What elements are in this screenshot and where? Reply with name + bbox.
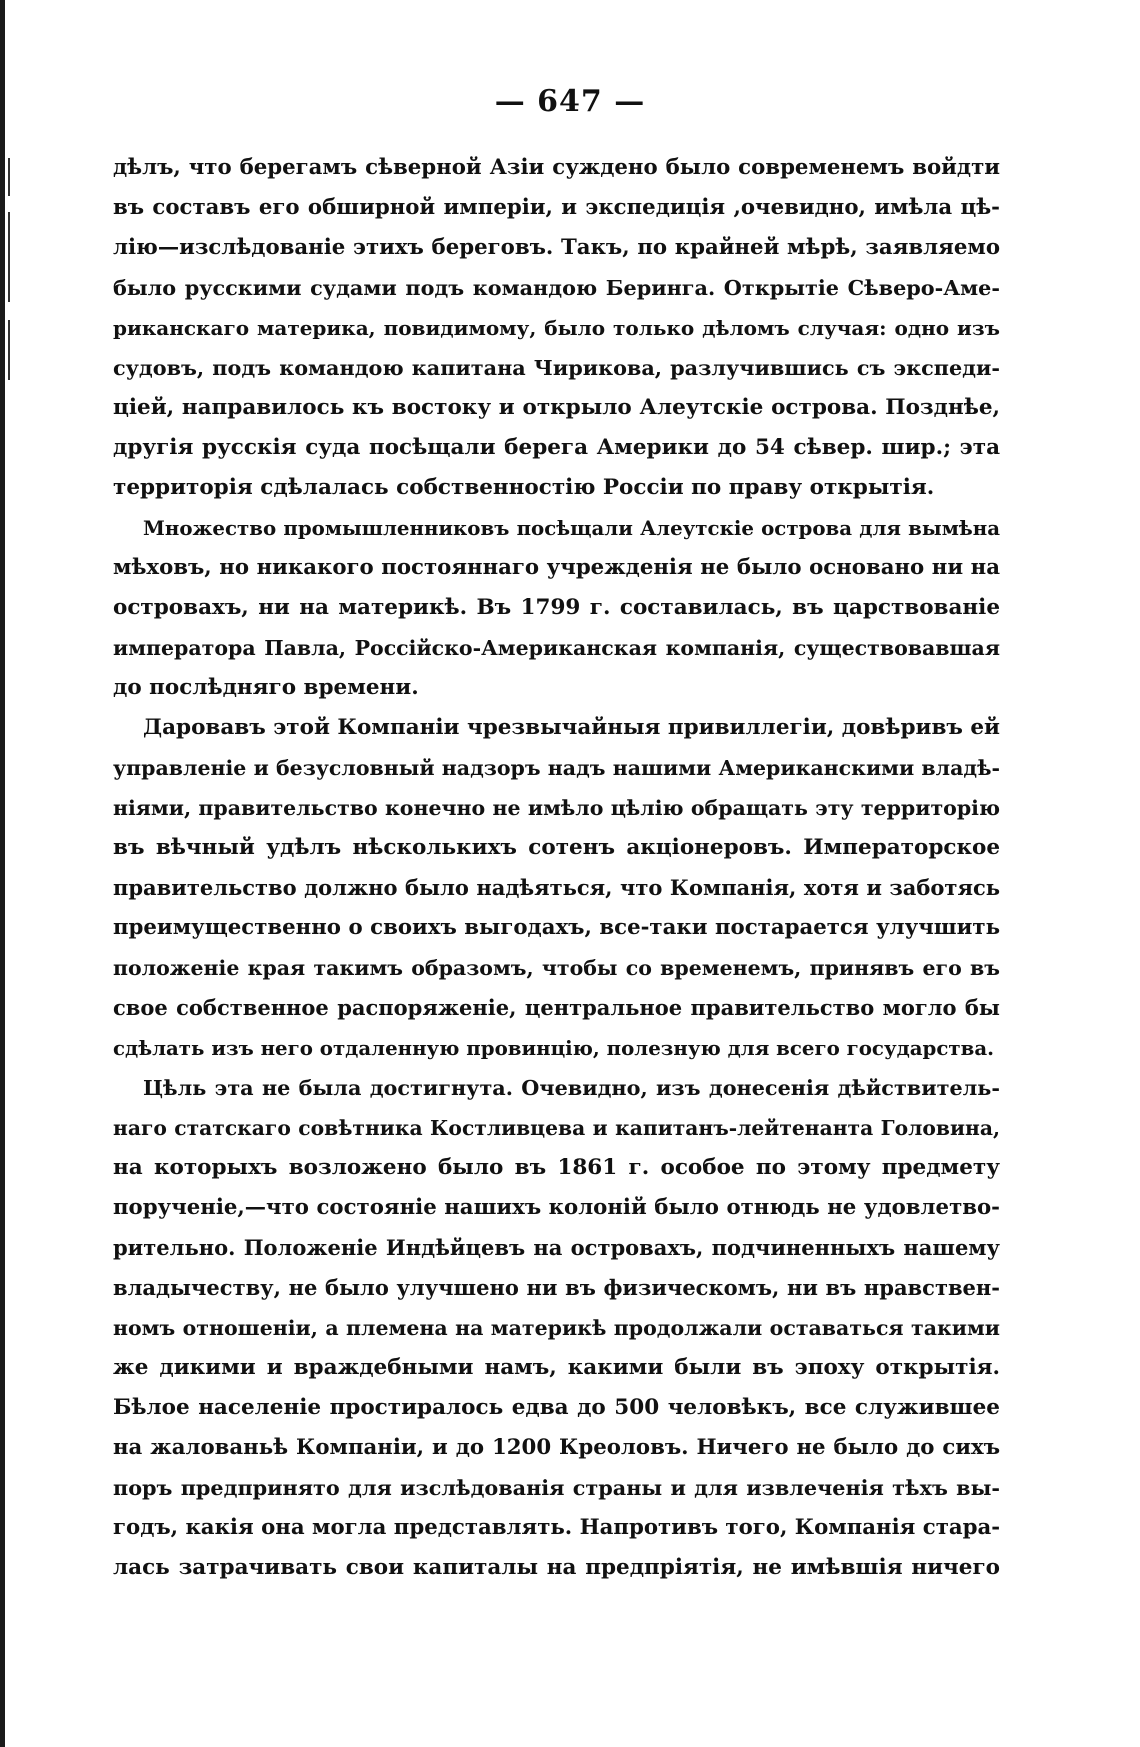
text-line: Цѣль эта не была достигнута. Очевидно, изъ донесенія дѣйствитель- [143, 1076, 1000, 1100]
text-line: въ составъ его обширной имперіи, и экспедиція ,очевидно, имѣла цѣ- [113, 195, 1000, 220]
text-line: положеніе края такимъ образомъ, чтобы со временемъ, принявъ его въ [113, 956, 1000, 980]
text-line: Бѣлое населеніе простиралось едва до 500 человѣкъ, все служившее [113, 1395, 1000, 1420]
text-line: до послѣдняго времени. [113, 675, 419, 700]
text-line: преимущественно о своихъ выгодахъ, все-таки постарается улучшить [113, 915, 1000, 940]
text-line: номъ отношеніи, а племена на материкѣ продолжали оставаться такими [113, 1316, 1000, 1340]
text-line: островахъ, ни на материкѣ. Въ 1799 г. составилась, въ царствованіе [113, 595, 1000, 620]
body-text [113, 148, 1000, 1588]
text-line: императора Павла, Россійско-Американская компанія, существовавшая [113, 636, 1000, 660]
paragraph [113, 508, 1000, 708]
text-line: въ вѣчный удѣлъ нѣсколькихъ сотенъ акціонеровъ. Императорское [113, 835, 1000, 860]
text-line: ніями, правительство конечно не имѣло цѣлію обращать эту территорію [113, 796, 1000, 820]
text-line: же дикими и враждебными намъ, какими были въ эпоху открытія. [113, 1355, 1000, 1380]
scan-left-edge [0, 0, 5, 1747]
text-line: территорія сдѣлалась собственностію Россіи по праву открытія. [113, 475, 935, 500]
paragraph [113, 708, 1000, 1068]
text-line: порученіе,—что состояніе нашихъ колоній было отнюдь не удовлетво- [113, 1195, 1000, 1220]
text-line: годъ, какія она могла представлять. Напротивъ того, Компанія стара- [113, 1515, 1000, 1540]
text-line: наго статскаго совѣтника Костливцева и капитанъ-лейтенанта Головина, [113, 1116, 1000, 1140]
text-line: риканскаго материка, повидимому, было только дѣломъ случая: одно изъ [113, 316, 1000, 340]
text-line: управленіе и безусловный надзоръ надъ нашими Американскими владѣ- [113, 756, 1000, 780]
text-line: на которыхъ возложено было въ 1861 г. особое по этому предмету [113, 1155, 1000, 1180]
page-number: — 647 — [494, 84, 646, 119]
text-line: правительство должно было надѣяться, что Компанія, хотя и заботясь [113, 875, 1000, 900]
paragraph [113, 1068, 1000, 1588]
text-line: мѣховъ, но никакого постояннаго учрежденія не было основано ни на [113, 555, 1000, 580]
text-line: ціей, направилось къ востоку и открыло Алеутскіе острова. Позднѣе, [113, 395, 1000, 420]
text-line: другія русскія суда посѣщали берега Америки до 54 сѣвер. шир.; эта [113, 435, 1000, 460]
text-line: было русскими судами подъ командою Беринга. Открытіе Сѣверо-Аме- [113, 276, 1000, 300]
text-line: лась затрачивать свои капиталы на предпріятія, не имѣвшія ничего [113, 1555, 1000, 1580]
text-line: поръ предпринято для изслѣдованія страны и для извлеченія тѣхъ вы- [113, 1476, 1000, 1500]
text-line: владычеству, не было улучшено ни въ физическомъ, ни въ нравствен- [113, 1275, 1000, 1300]
text-line: Множество промышленниковъ посѣщали Алеутскіе острова для вымѣна [143, 516, 1000, 540]
text-line: судовъ, подъ командою капитана Чирикова, разлучившись съ экспеди- [113, 356, 1000, 380]
text-line: свое собственное распоряженіе, центральное правительство могло бы [113, 995, 1000, 1020]
text-line: на жалованьѣ Компаніи, и до 1200 Креоловъ. Ничего не было до сихъ [113, 1435, 1000, 1460]
paragraph [113, 148, 1000, 508]
text-line: Даровавъ этой Компаніи чрезвычайныя привиллегіи, довѣривъ ей [143, 715, 1000, 740]
text-line: дѣлъ, что берегамъ сѣверной Азіи суждено было современемъ войдти [113, 155, 1000, 180]
margin-mark [8, 320, 10, 380]
margin-mark [8, 158, 10, 196]
text-line: лію—изслѣдованіе этихъ береговъ. Такъ, по крайней мѣрѣ, заявляемо [113, 235, 1000, 260]
text-line: сдѣлать изъ него отдаленную провинцію, полезную для всего государства. [113, 1036, 995, 1060]
text-line: рительно. Положеніе Индѣйцевъ на островахъ, подчиненныхъ нашему [113, 1235, 1000, 1260]
margin-mark [8, 212, 10, 302]
